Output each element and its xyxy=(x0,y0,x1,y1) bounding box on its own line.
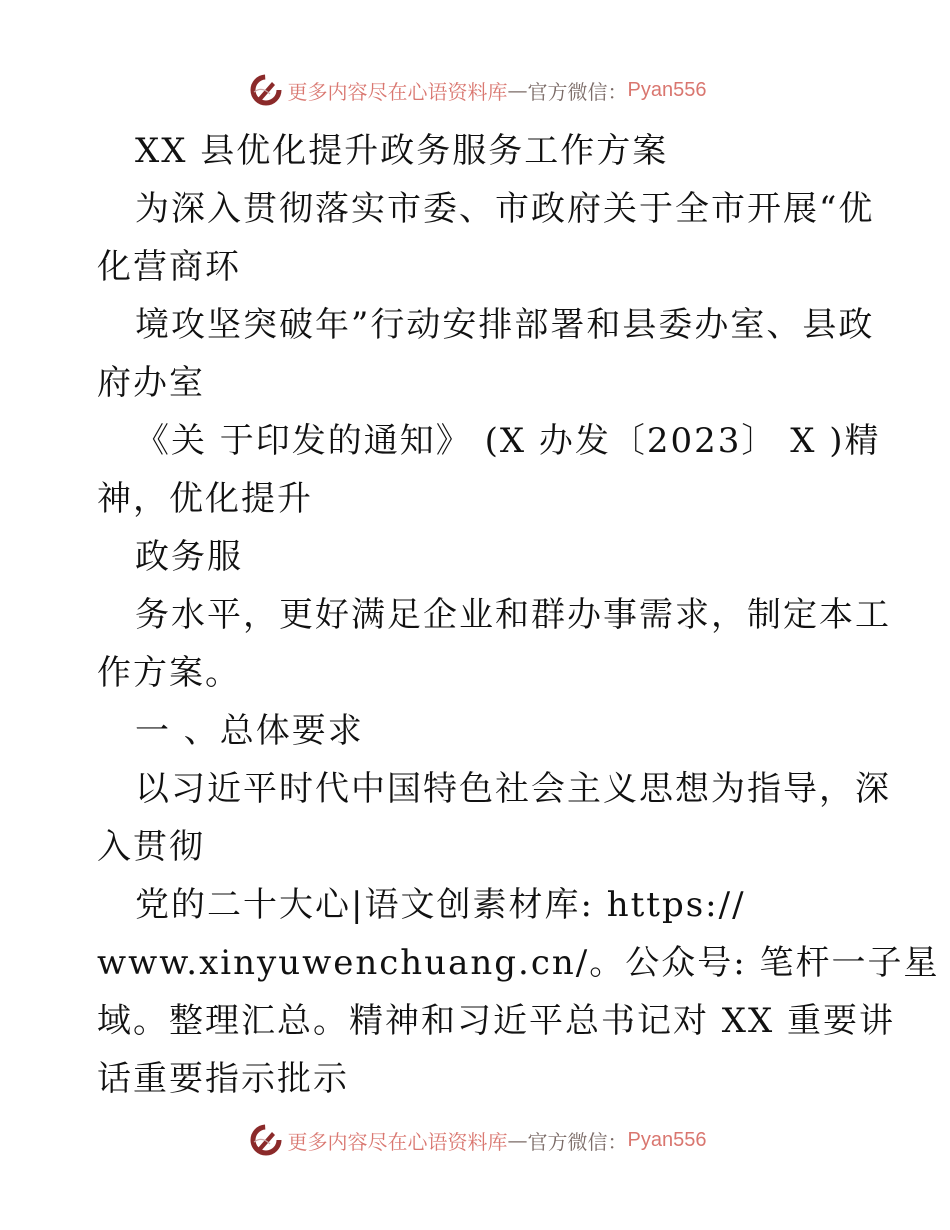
watermark-contact-label: 官方微信： xyxy=(527,79,628,104)
paragraph-line: www.xinyuwenchuang.cn/。公众号: 笔杆一子星 xyxy=(97,943,940,983)
document-body xyxy=(97,122,940,1108)
paragraph-line: 话重要指示批示 xyxy=(97,1059,349,1099)
paragraph-line: 入贯彻 xyxy=(97,827,205,867)
paragraph-line: 党的二十大心|语文创素材库: https:// xyxy=(135,885,746,925)
watermark-contact-label: 官方微信： xyxy=(527,1129,628,1154)
watermark-dash: — xyxy=(507,1128,528,1152)
paragraph-line: 作方案。 xyxy=(97,653,241,693)
paragraph-line: 为深入贯彻落实市委、市政府关于全市开展“优 xyxy=(135,189,875,229)
paragraph-line: 神，优化提升 xyxy=(97,479,313,519)
watermark-promo-text: 更多内容尽在心语资料库 xyxy=(287,79,508,104)
paragraph-line: 境攻坚突破年”行动安排部署和县委办室、县政 xyxy=(135,305,875,345)
watermark-dash: — xyxy=(507,78,528,102)
watermark-contact-id: Pyan556 xyxy=(627,78,707,101)
paragraph-line: 《关 于印发的通知》 (X 办发〔2023〕 X )精 xyxy=(135,421,881,461)
watermark-promo-text: 更多内容尽在心语资料库 xyxy=(287,1129,508,1154)
paragraph-line: 政务服 xyxy=(135,537,243,577)
pen-logo-icon xyxy=(248,72,284,108)
document-title: XX 县优化提升政务服务工作方案 xyxy=(135,131,669,171)
section-heading: 一 、总体要求 xyxy=(135,711,364,751)
watermark-contact-id: Pyan556 xyxy=(627,1128,707,1151)
paragraph-line: 以习近平时代中国特色社会主义思想为指导，深 xyxy=(135,769,891,809)
paragraph-line: 府办室 xyxy=(97,363,205,403)
footer-watermark xyxy=(0,1120,950,1160)
paragraph-line: 域。整理汇总。精神和习近平总书记对 XX 重要讲 xyxy=(97,1001,896,1041)
paragraph-line: 务水平，更好满足企业和群办事需求，制定本工 xyxy=(135,595,891,635)
pen-logo-icon xyxy=(248,1122,284,1158)
header-watermark xyxy=(0,70,950,110)
paragraph-line: 化营商环 xyxy=(97,247,241,287)
